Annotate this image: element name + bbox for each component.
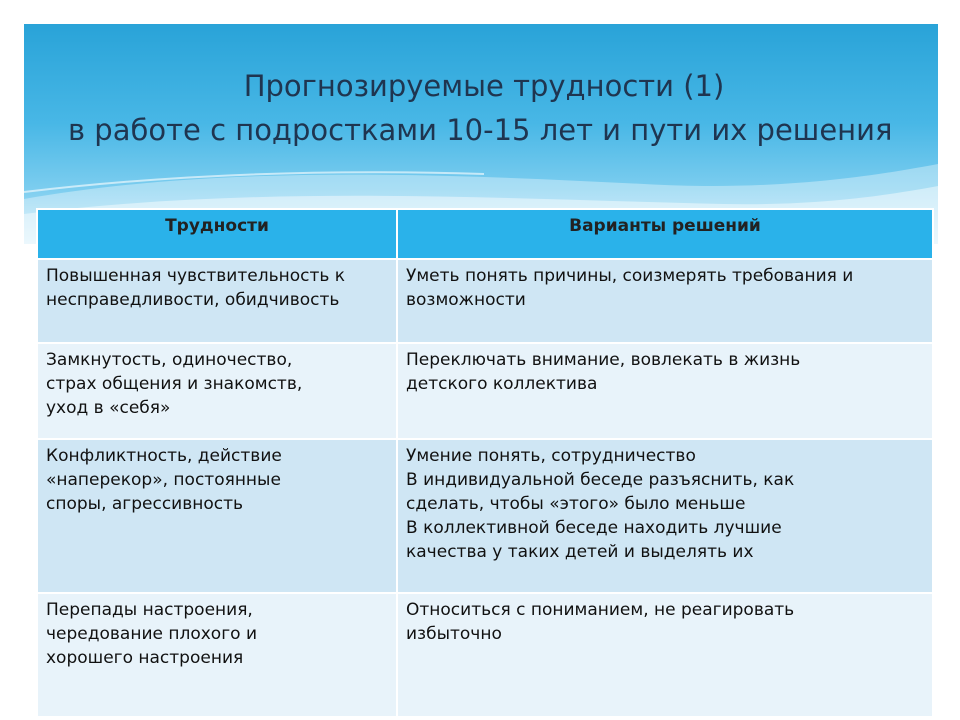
cell-line: уход в «себя» [46, 398, 171, 418]
cell-line: Умение понять, сотрудничество [406, 446, 696, 466]
difficulty-cell [37, 593, 397, 716]
cell-line: «наперекор», постоянные [46, 470, 281, 490]
header-solutions: Варианты решений [397, 209, 933, 259]
cell-line: чередование плохого и [46, 624, 257, 644]
solution-cell [397, 343, 933, 439]
cell-line: возможности [406, 290, 526, 310]
cell-line: сделать, чтобы «этого» было меньше [406, 494, 746, 514]
cell-line: Уметь понять причины, соизмерять требования и [406, 266, 854, 286]
header-difficulties: Трудности [37, 209, 397, 259]
table-row [37, 343, 933, 439]
title-line-2: в работе с подростками 10-15 лет и пути их решения [68, 113, 893, 147]
cell-line: Замкнутость, одиночество, [46, 350, 293, 370]
cell-line: детского коллектива [406, 374, 598, 394]
table-header-row [37, 209, 933, 259]
difficulty-cell [37, 439, 397, 593]
cell-line: споры, агрессивность [46, 494, 244, 514]
cell-line: Перепады настроения, [46, 600, 253, 620]
difficulties-table [36, 208, 934, 716]
solution-cell [397, 259, 933, 343]
difficulty-cell [37, 259, 397, 343]
solution-cell [397, 439, 933, 593]
slide-title [54, 64, 914, 152]
title-line-1: Прогнозируемые трудности (1) [243, 69, 725, 103]
cell-line: В коллективной беседе находить лучшие [406, 518, 782, 538]
cell-line: качества у таких детей и выделять их [406, 542, 754, 562]
cell-line: В индивидуальной беседе разъяснить, как [406, 470, 795, 490]
cell-line: хорошего настроения [46, 648, 244, 668]
table-row [37, 593, 933, 716]
cell-line: Повышенная чувствительность к [46, 266, 346, 286]
difficulty-cell [37, 343, 397, 439]
cell-line: Переключать внимание, вовлекать в жизнь [406, 350, 801, 370]
cell-line: страх общения и знакомств, [46, 374, 303, 394]
cell-line: избыточно [406, 624, 502, 644]
solution-cell [397, 593, 933, 716]
table-row [37, 439, 933, 593]
table-row [37, 259, 933, 343]
cell-line: несправедливости, обидчивость [46, 290, 340, 310]
slide [24, 24, 938, 716]
cell-line: Относиться с пониманием, не реагировать [406, 600, 795, 620]
cell-line: Конфликтность, действие [46, 446, 282, 466]
